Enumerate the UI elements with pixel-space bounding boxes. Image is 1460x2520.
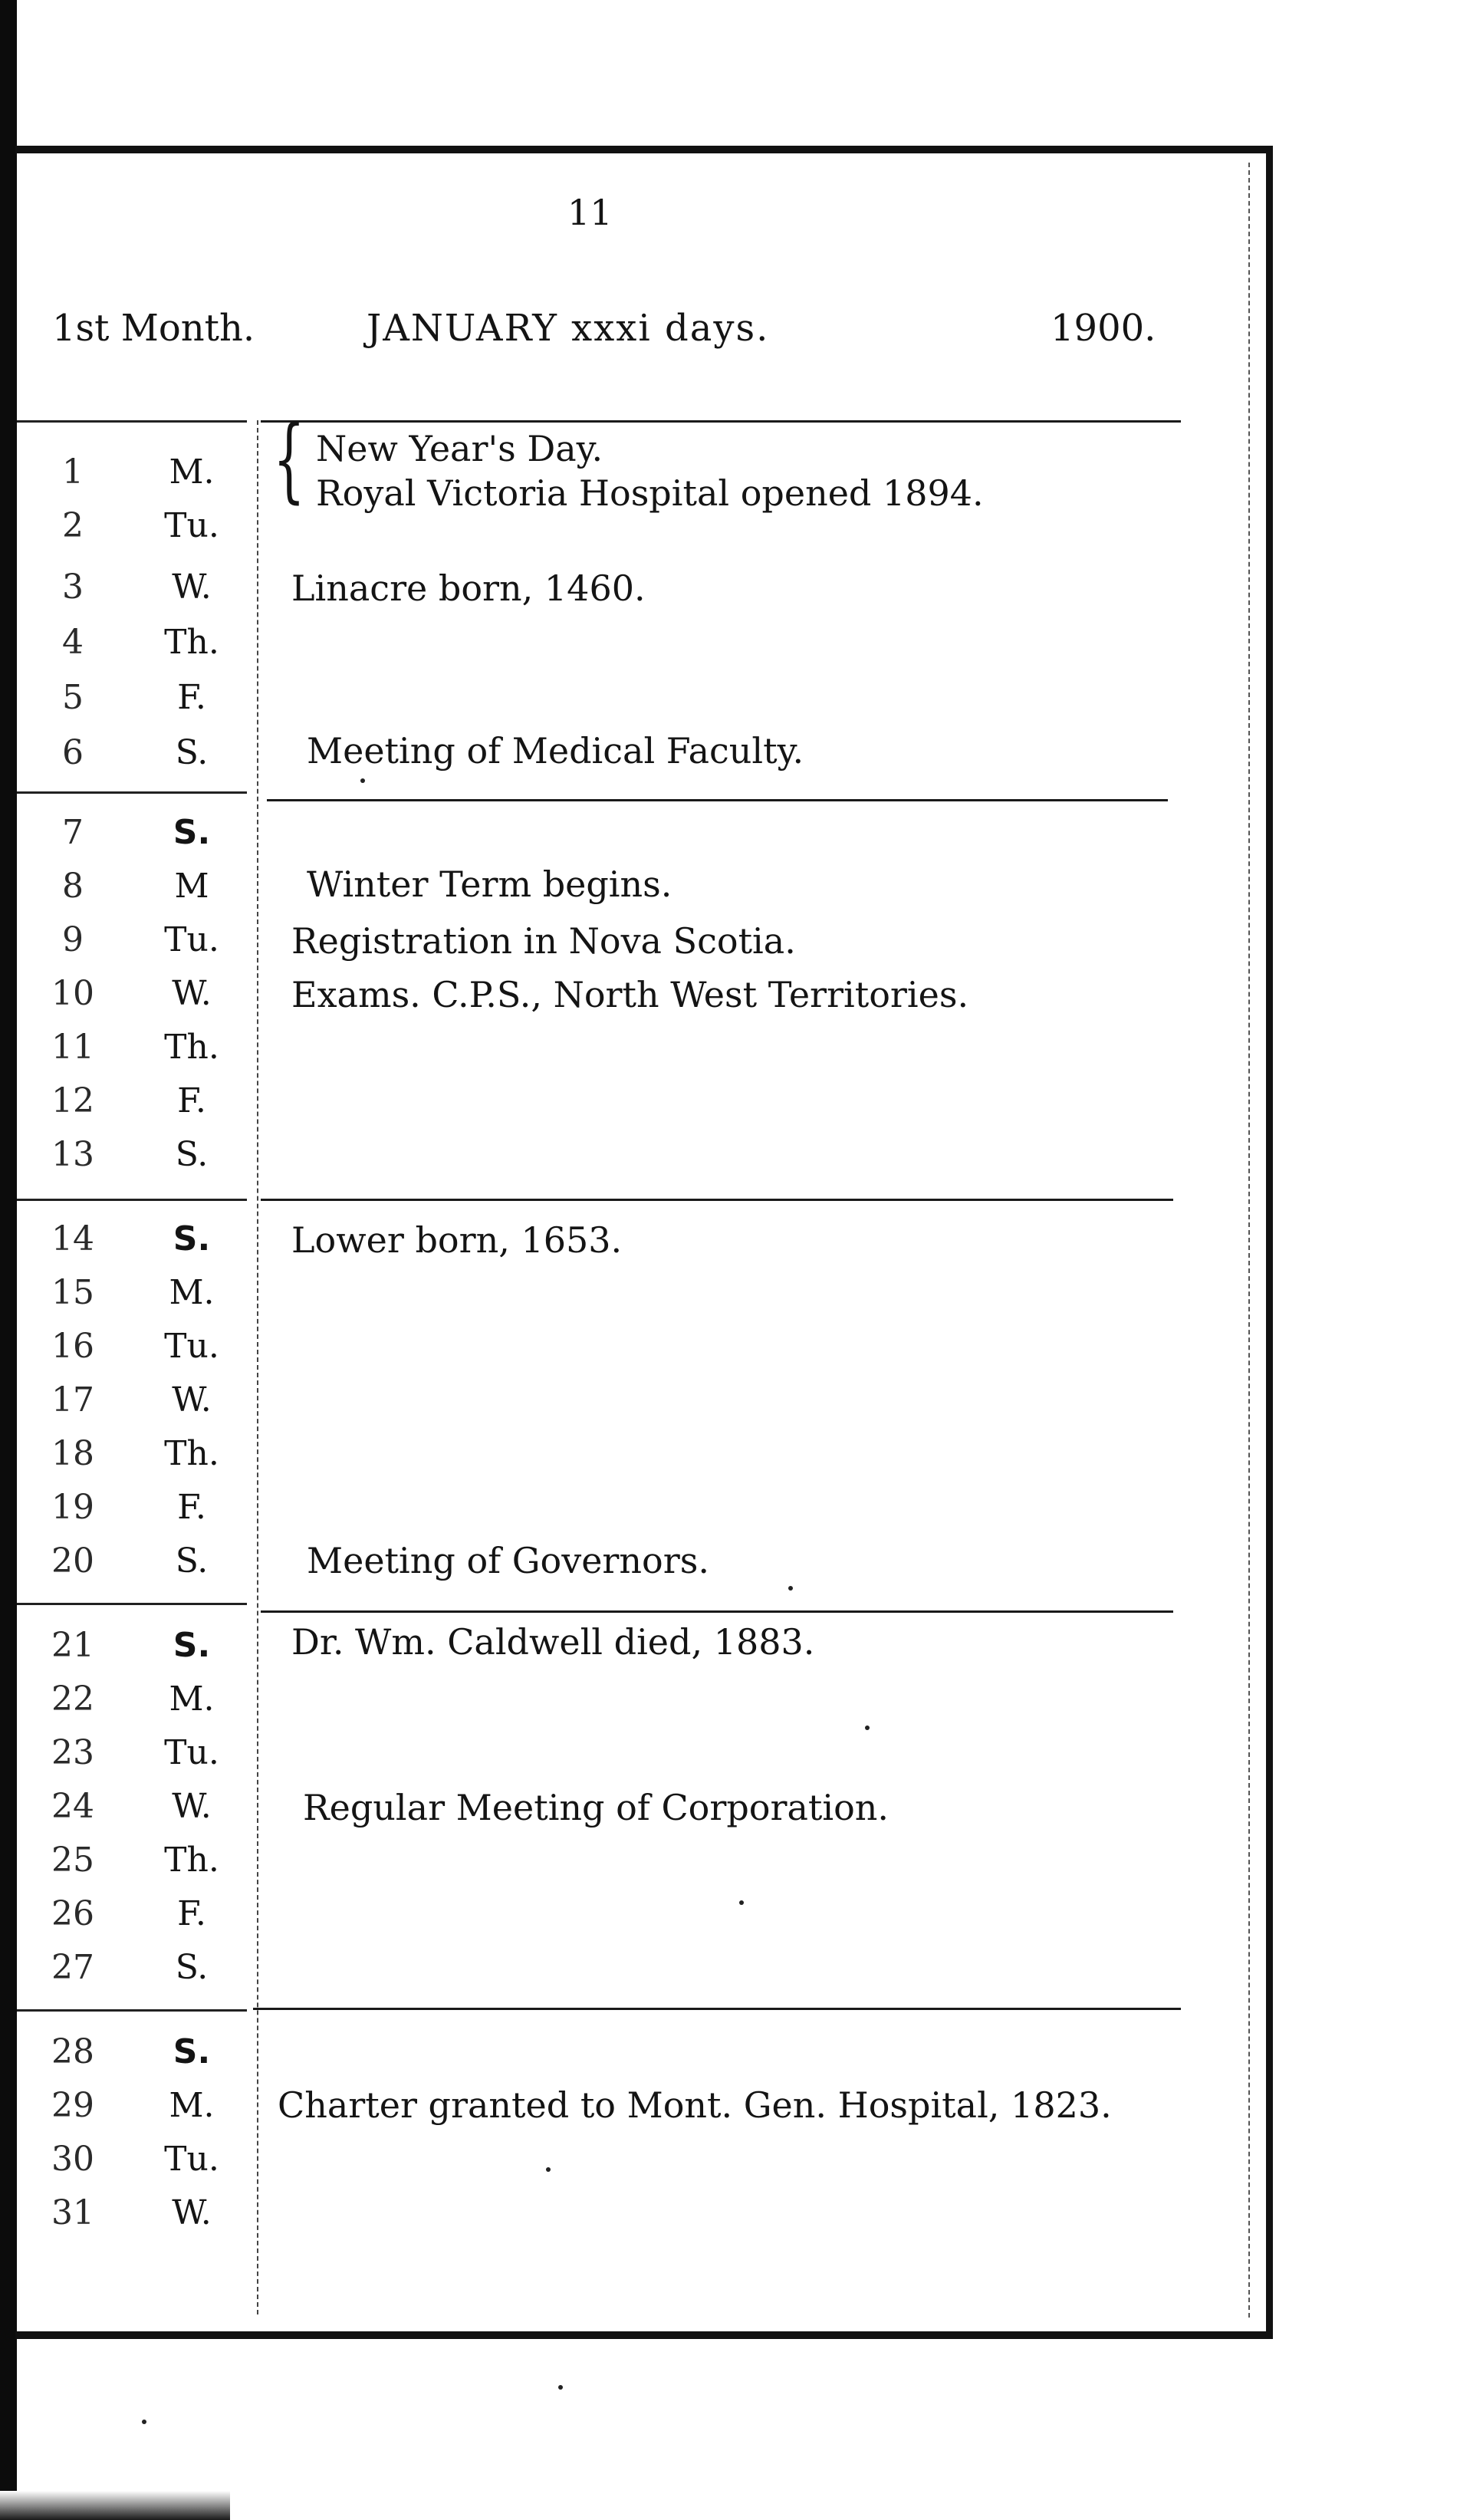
day-number: 16 bbox=[51, 1327, 94, 1366]
day-abbr: Th. bbox=[164, 1434, 219, 1473]
day-number: 25 bbox=[51, 1841, 94, 1880]
day-number: 20 bbox=[51, 1541, 94, 1581]
day-row bbox=[0, 1894, 1258, 1948]
left-week-rule-3 bbox=[17, 1603, 247, 1605]
event-jan-14: Lower born, 1653. bbox=[291, 1219, 623, 1261]
day-row bbox=[0, 1679, 1258, 1733]
day-number: 19 bbox=[51, 1488, 94, 1527]
day-row bbox=[0, 1219, 1258, 1273]
day-row bbox=[0, 1135, 1258, 1189]
day-abbr: W. bbox=[172, 1787, 212, 1826]
event-jan-21: Dr. Wm. Caldwell died, 1883. bbox=[291, 1621, 815, 1663]
day-number: 21 bbox=[51, 1626, 94, 1665]
ink-speck bbox=[558, 2385, 563, 2390]
day-abbr: Tu. bbox=[164, 2140, 219, 2179]
left-header-rule bbox=[17, 420, 247, 423]
day-row bbox=[0, 1327, 1258, 1380]
day-abbr: M. bbox=[169, 1679, 215, 1719]
day-abbr: Tu. bbox=[164, 1733, 219, 1772]
ink-speck bbox=[546, 2167, 551, 2172]
day-number: 4 bbox=[62, 623, 84, 662]
left-week-rule-1 bbox=[17, 791, 247, 794]
day-row bbox=[0, 506, 1258, 560]
day-row bbox=[0, 1733, 1258, 1787]
event-jan-10: Exams. C.P.S., North West Territories. bbox=[291, 974, 969, 1015]
event-jan-9: Registration in Nova Scotia. bbox=[291, 920, 796, 962]
ink-speck bbox=[865, 1726, 870, 1730]
day-row bbox=[0, 1841, 1258, 1894]
day-row bbox=[0, 2032, 1258, 2086]
day-number: 18 bbox=[51, 1434, 94, 1473]
page-number: 11 bbox=[567, 192, 613, 233]
day-abbr: S. bbox=[175, 1948, 209, 1987]
day-number: 27 bbox=[51, 1948, 94, 1987]
event-jan-1-hospital: Royal Victoria Hospital opened 1894. bbox=[316, 472, 984, 514]
day-number: 17 bbox=[51, 1380, 94, 1420]
day-abbr: W. bbox=[172, 2193, 212, 2232]
day-number: 24 bbox=[51, 1787, 94, 1826]
event-jan-3: Linacre born, 1460. bbox=[291, 567, 646, 609]
day-abbr: M bbox=[174, 867, 209, 906]
day-number: 31 bbox=[51, 2193, 94, 2232]
day-number: 5 bbox=[62, 678, 84, 717]
day-abbr: Th. bbox=[164, 623, 219, 662]
ink-speck bbox=[360, 778, 365, 783]
ink-speck bbox=[142, 2420, 146, 2424]
day-number: 8 bbox=[62, 867, 84, 906]
event-jan-29: Charter granted to Mont. Gen. Hospital, 1823. bbox=[278, 2084, 1112, 2126]
day-row bbox=[0, 1948, 1258, 2002]
day-number: 9 bbox=[62, 920, 84, 959]
day-abbr: W. bbox=[172, 974, 212, 1013]
day-number: 26 bbox=[51, 1894, 94, 1933]
week-rule-3 bbox=[261, 1610, 1173, 1613]
ink-speck bbox=[788, 1586, 793, 1591]
day-number: 30 bbox=[51, 2140, 94, 2179]
week-rule-4 bbox=[253, 2008, 1181, 2010]
day-number: 23 bbox=[51, 1733, 94, 1772]
month-title: JANUARY xxxi days. bbox=[367, 307, 770, 350]
day-abbr: M. bbox=[169, 1273, 215, 1312]
week-rule-1 bbox=[267, 799, 1168, 801]
day-abbr: F. bbox=[177, 678, 206, 717]
day-abbr: M. bbox=[169, 2086, 215, 2125]
day-abbr: F. bbox=[177, 1894, 206, 1933]
month-label: 1st Month. bbox=[52, 307, 255, 350]
day-number: 13 bbox=[51, 1135, 94, 1174]
day-number: 15 bbox=[51, 1273, 94, 1312]
day-number: 6 bbox=[62, 733, 84, 772]
day-number: 10 bbox=[51, 974, 94, 1013]
header-rule bbox=[261, 420, 1181, 423]
day-abbr: S. bbox=[173, 1626, 211, 1665]
day-number: 3 bbox=[62, 567, 84, 607]
event-jan-6: Meeting of Medical Faculty. bbox=[307, 730, 804, 771]
ink-speck bbox=[739, 1900, 744, 1905]
left-week-rule-4 bbox=[17, 2009, 247, 2012]
day-abbr: S. bbox=[175, 1541, 209, 1581]
day-abbr: M. bbox=[169, 452, 215, 492]
day-row bbox=[0, 678, 1258, 732]
day-abbr: Th. bbox=[164, 1841, 219, 1880]
day-number: 2 bbox=[62, 506, 84, 545]
scan-edge-bottom bbox=[0, 2491, 230, 2520]
brace-symbol: { bbox=[273, 406, 305, 513]
event-jan-24: Regular Meeting of Corporation. bbox=[303, 1787, 889, 1828]
day-row bbox=[0, 623, 1258, 676]
day-number: 11 bbox=[51, 1028, 94, 1067]
day-abbr: Tu. bbox=[164, 1327, 219, 1366]
day-row bbox=[0, 1028, 1258, 1081]
day-abbr: W. bbox=[172, 1380, 212, 1420]
day-abbr: S. bbox=[175, 733, 209, 772]
day-row bbox=[0, 2140, 1258, 2193]
day-row bbox=[0, 1488, 1258, 1541]
day-abbr: S. bbox=[173, 2032, 211, 2071]
event-jan-20: Meeting of Governors. bbox=[307, 1540, 709, 1581]
year-label: 1900. bbox=[1051, 307, 1156, 350]
day-abbr: Tu. bbox=[164, 920, 219, 959]
day-number: 1 bbox=[62, 452, 84, 492]
day-row bbox=[0, 1273, 1258, 1327]
day-abbr: S. bbox=[173, 813, 211, 852]
week-rule-2 bbox=[261, 1199, 1173, 1201]
day-number: 29 bbox=[51, 2086, 94, 2125]
day-abbr: Th. bbox=[164, 1028, 219, 1067]
day-row bbox=[0, 1434, 1258, 1488]
day-abbr: F. bbox=[177, 1488, 206, 1527]
day-abbr: W. bbox=[172, 567, 212, 607]
day-abbr: Tu. bbox=[164, 506, 219, 545]
day-row bbox=[0, 1081, 1258, 1135]
day-number: 12 bbox=[51, 1081, 94, 1120]
day-abbr: F. bbox=[177, 1081, 206, 1120]
day-number: 28 bbox=[51, 2032, 94, 2071]
day-number: 7 bbox=[62, 813, 84, 852]
left-week-rule-2 bbox=[17, 1199, 247, 1201]
day-row bbox=[0, 813, 1258, 867]
day-number: 14 bbox=[51, 1219, 94, 1258]
event-jan-8: Winter Term begins. bbox=[307, 864, 672, 905]
event-jan-1-new-years: New Year's Day. bbox=[316, 428, 603, 469]
day-number: 22 bbox=[51, 1679, 94, 1719]
day-abbr: S. bbox=[173, 1219, 211, 1258]
day-row bbox=[0, 1380, 1258, 1434]
day-abbr: S. bbox=[175, 1135, 209, 1174]
day-row bbox=[0, 2193, 1258, 2247]
